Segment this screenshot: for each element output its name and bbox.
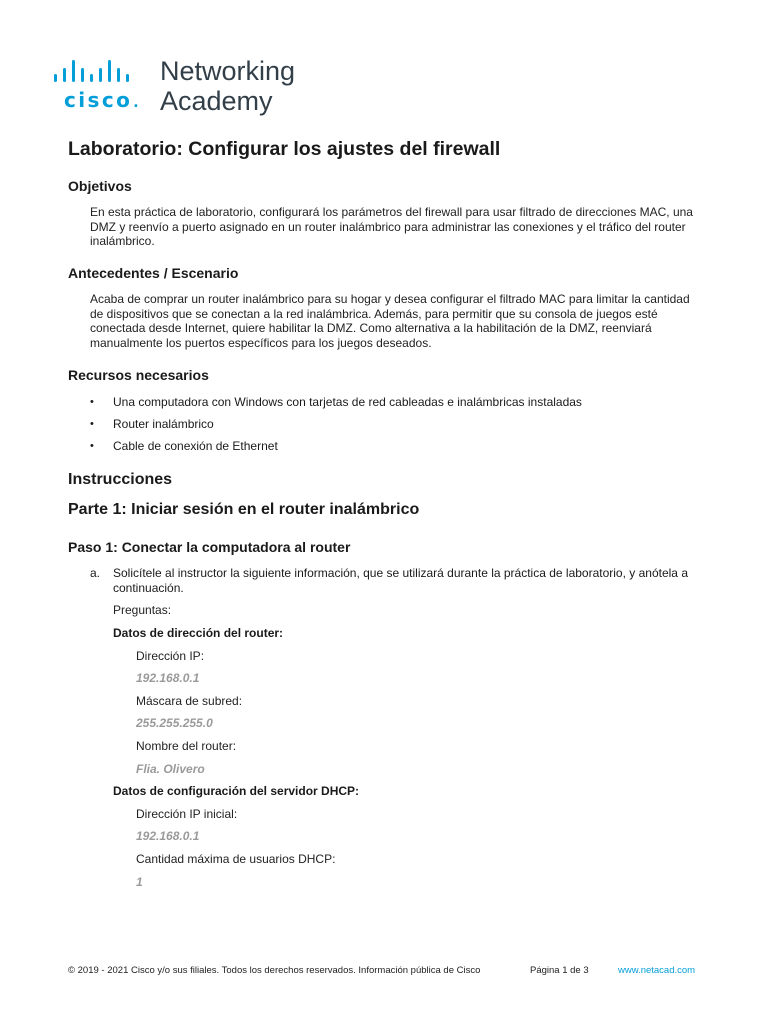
background-text: Acaba de comprar un router inalámbrico para su hogar y desea configurar el filtrado MAC para limitar la cantidad de dispositivos que se conectan a la red inalámbrica. Además, para permitir que su consola de juegos esté conectada desde Internet, quiere habilitar la DMZ. Como alternativa a la habilitación de la DMZ, reenviará manualmente los puertos específicos para los juegos deseados.	[90, 292, 690, 350]
footer-url-link[interactable]: www.netacad.com	[618, 965, 696, 976]
ip-label: Dirección IP:	[136, 649, 205, 663]
max-users-answer: 1	[136, 875, 143, 889]
footer-copyright: © 2019 - 2021 Cisco y/o sus filiales. Todos los derechos reservados. Información pública de Cisco	[68, 965, 481, 976]
step-a-marker: a.	[90, 566, 101, 580]
logo-line-networking: Networking	[160, 56, 296, 86]
resources-heading: Recursos necesarios	[68, 367, 209, 383]
page-title: Laboratorio: Configurar los ajustes del firewall	[68, 138, 501, 160]
resource-item: • Una computadora con Windows con tarjetas de red cableadas e inalámbricas instaladas	[90, 394, 582, 416]
step-a-text: Solicítele al instructor la siguiente información, que se utilizará durante la práctica de laboratorio, y anótela a continuación.	[113, 566, 688, 595]
ip-answer: 192.168.0.1	[136, 671, 200, 685]
mask-label: Máscara de subred:	[136, 694, 243, 708]
router-name-answer: Flia. Olivero	[136, 762, 205, 776]
cisco-bridge-icon	[52, 56, 144, 82]
mask-answer: 255.255.255.0	[136, 716, 213, 730]
part1-heading: Parte 1: Iniciar sesión en el router inalámbrico	[68, 501, 420, 518]
cisco-wordmark: cisco.	[64, 88, 141, 112]
resource-item: • Cable de conexión de Ethernet	[90, 438, 582, 460]
instructions-heading: Instrucciones	[68, 471, 173, 488]
objectives-text: En esta práctica de laboratorio, configurará los parámetros del firewall para usar filtrado de direcciones MAC, una DMZ y reenvío a puerto asignado en un router inalámbrico para administrar las conexiones y el tráfico del router inalámbrico.	[90, 205, 693, 248]
dhcp-section-label: Datos de configuración del servidor DHCP:	[113, 784, 360, 798]
max-users-label: Cantidad máxima de usuarios DHCP:	[136, 852, 336, 866]
logo-line-academy: Academy	[160, 86, 273, 116]
router-section-label: Datos de dirección del router:	[113, 626, 284, 640]
background-heading: Antecedentes / Escenario	[68, 265, 239, 281]
start-ip-answer: 192.168.0.1	[136, 829, 200, 843]
step1-heading: Paso 1: Conectar la computadora al router	[68, 539, 351, 555]
questions-label: Preguntas:	[113, 603, 172, 617]
resource-item: • Router inalámbrico	[90, 416, 582, 438]
objectives-heading: Objetivos	[68, 178, 132, 194]
footer-page-number: Página 1 de 3	[530, 965, 589, 976]
resources-list	[90, 394, 582, 460]
router-name-label: Nombre del router:	[136, 739, 237, 753]
start-ip-label: Dirección IP inicial:	[136, 807, 238, 821]
